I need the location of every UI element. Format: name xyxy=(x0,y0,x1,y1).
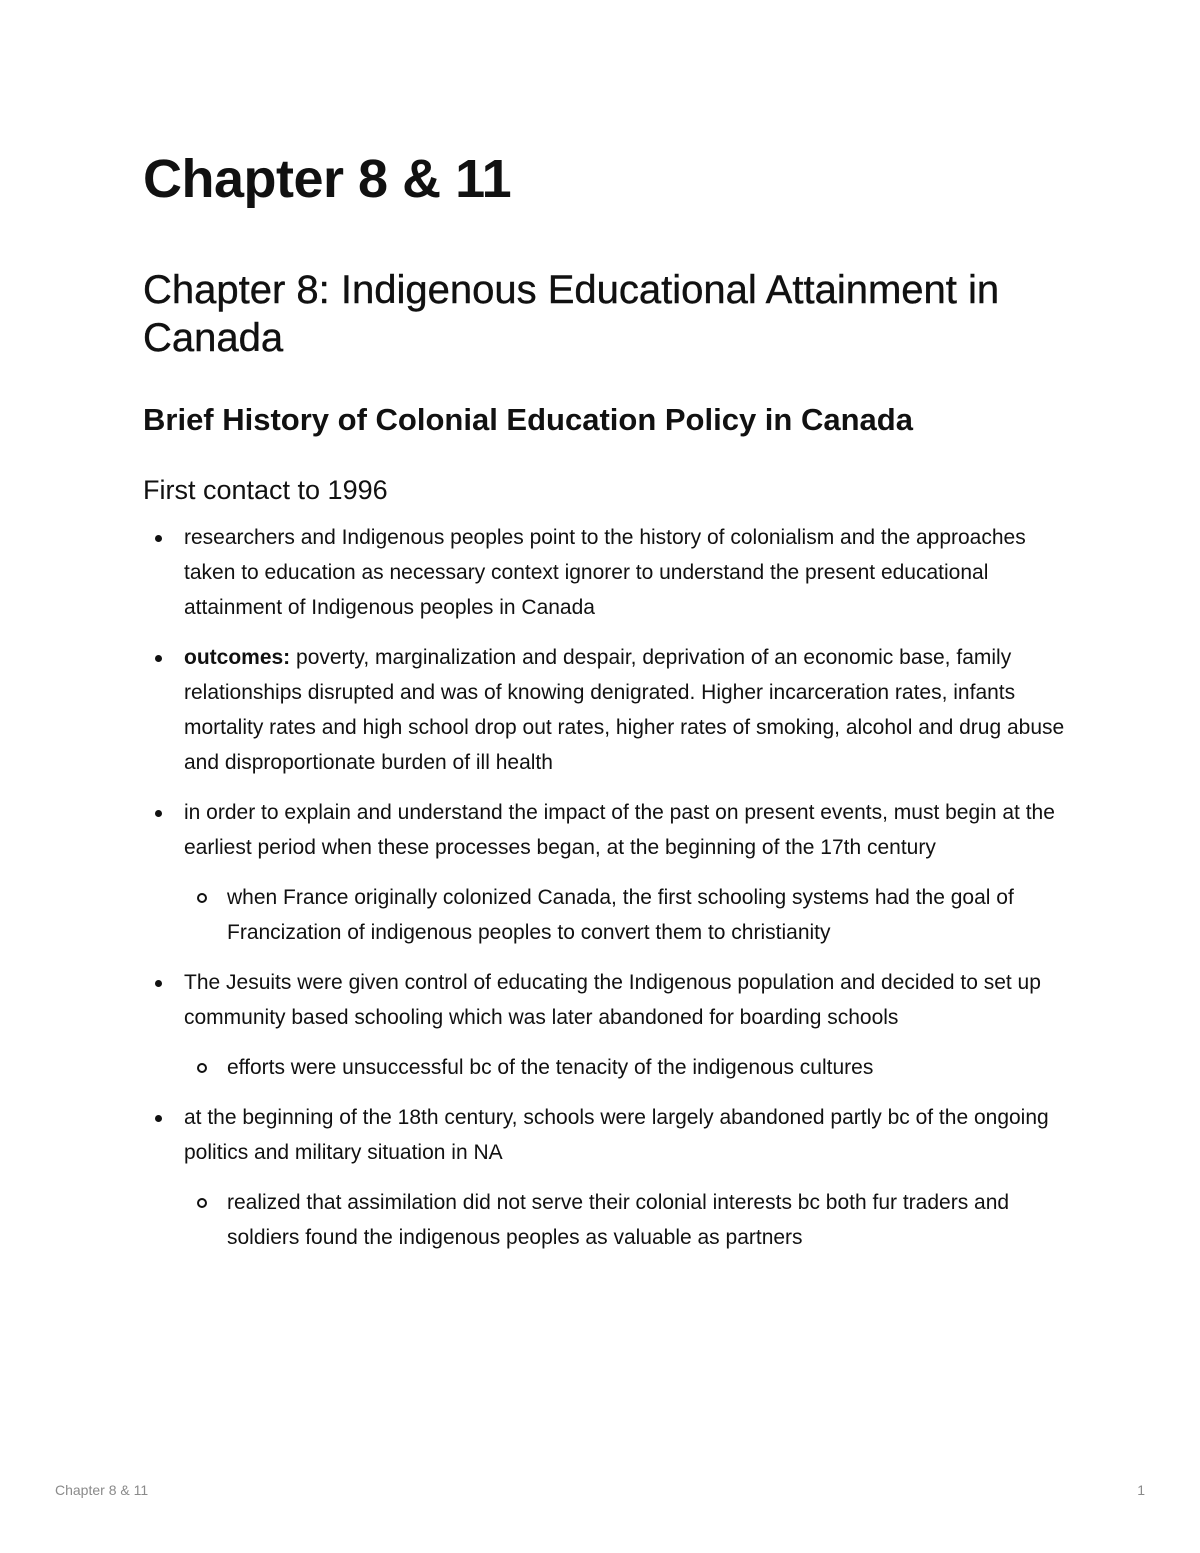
footer-document-title: Chapter 8 & 11 xyxy=(55,1482,149,1498)
bullet-item xyxy=(143,795,1073,950)
bullet-text: researchers and Indigenous peoples point to the history of colonialism and the approaches taken to education as necessary context ignorer to understand the present educational attainment of Indigenous peoples in Canada xyxy=(184,526,1026,619)
bullet-circle-icon xyxy=(197,1063,207,1073)
bullet-dot-icon xyxy=(155,1115,162,1122)
bullet-dot-icon xyxy=(155,810,162,817)
sub-bullet-list xyxy=(184,880,1073,950)
footer-page-number: 1 xyxy=(1137,1482,1145,1498)
sub-bullet-item xyxy=(184,1050,1073,1085)
subsection-heading: First contact to 1996 xyxy=(143,475,388,505)
sub-bullet-item xyxy=(184,880,1073,950)
bullet-text: poverty, marginalization and despair, deprivation of an economic base, family relationships disrupted and was of knowing denigrated. Higher incarceration rates, infants mortality rates and high school drop out rates, higher rates of smoking, alcohol and drug abuse and disproportionate burden of ill health xyxy=(184,646,1065,774)
bullet-item xyxy=(143,640,1073,780)
sub-bullet-list xyxy=(184,1050,1073,1085)
bullet-item xyxy=(143,1100,1073,1255)
sub-bullet-item xyxy=(184,1185,1073,1255)
bullet-lead: outcomes: xyxy=(184,646,291,669)
bullet-circle-icon xyxy=(197,893,207,903)
sub-bullet-text: efforts were unsuccessful bc of the tenacity of the indigenous cultures xyxy=(227,1056,874,1079)
bullet-dot-icon xyxy=(155,980,162,987)
section-heading: Brief History of Colonial Education Policy in Canada xyxy=(143,402,913,437)
bullet-item xyxy=(143,520,1073,625)
page-title: Chapter 8 & 11 xyxy=(143,149,512,209)
bullet-item xyxy=(143,965,1073,1085)
sub-bullet-text: when France originally colonized Canada, the first schooling systems had the goal of Francization of indigenous peoples to convert them to christianity xyxy=(227,886,1014,944)
bullet-dot-icon xyxy=(155,535,162,542)
sub-bullet-text: realized that assimilation did not serve their colonial interests bc both fur traders and soldiers found the indigenous peoples as valuable as partners xyxy=(227,1191,1010,1249)
chapter-heading: Chapter 8: Indigenous Educational Attainment in Canada xyxy=(143,268,1000,360)
bullet-dot-icon xyxy=(155,655,162,662)
bullet-text: in order to explain and understand the impact of the past on present events, must begin at the earliest period when these processes began, at the beginning of the 17th century xyxy=(184,801,1055,859)
bullet-text: The Jesuits were given control of educating the Indigenous population and decided to set up community based schooling which was later abandoned for boarding schools xyxy=(184,971,1041,1029)
bullet-text: at the beginning of the 18th century, schools were largely abandoned partly bc of the ongoing politics and military situation in NA xyxy=(184,1106,1049,1164)
bullet-list xyxy=(143,520,1073,1270)
sub-bullet-list xyxy=(184,1185,1073,1255)
bullet-circle-icon xyxy=(197,1198,207,1208)
